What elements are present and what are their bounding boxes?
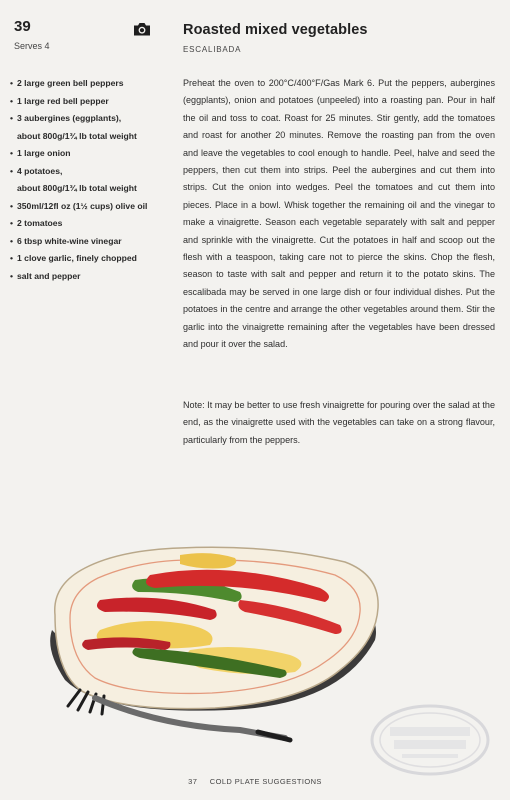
ingredient-item: • salt and pepper <box>10 270 81 281</box>
ingredient-item: • 1 large onion <box>10 148 71 158</box>
ingredient-item: • 4 potatoes, about 800g/1¾ lb total weight <box>10 165 137 193</box>
method-text: Preheat the oven to 200°C/400°F/Gas Mark 6. Put the peppers, aubergines (eggplants), onion and potatoes (unpeeled) into a roasting pan. Pour in half the oil and toss to coat. Roast for 25 minutes. Stir gently, add the tomatoes and roast for another 20 minutes. Remove the roasting pan from the oven and leave the vegetables to cool enough to handle. Peel, halve and seed the peppers, then cut them into strips. Peel the aubergines and cut them into strips. Cut the onion into wedges. Peel the tomatoes and cut them into pieces. Place in a bowl. Whisk together the remaining oil and the vinegar to make a vinaigrette. Season each vegetable separately with salt and pepper and sprinkle with the vinaigrette. Cut the potatoes in half and scoop out the flesh with a teaspoon, taking care not to pierce the skins. Chop the flesh, season to taste with salt and pepper and return it to the potato skins. The escalibada may be served in one large dish or four individual dishes. Put the potatoes in the centre and arrange the other vegetables around them. Stir the garlic into the vinaigrette remaining after the vegetables have been dressed and pour it over the salad. <box>183 78 495 350</box>
recipe-number: 39 <box>14 18 31 35</box>
recipe-title: Roasted mixed vegetables <box>183 22 368 38</box>
page-number: 37 <box>188 777 198 786</box>
note-text: Note: It may be better to use fresh vinaigrette for pouring over the salad at the end, as the vinaigrette used with the vegetables can take on a strong flavour, particularly from the peppers. <box>183 400 495 445</box>
ingredient-item: • 2 large green bell peppers <box>10 78 124 88</box>
serves-count: Serves 4 <box>14 41 50 51</box>
ingredient-item: • 350ml/12fl oz (1½ cups) olive oil <box>10 200 148 211</box>
ingredient-item: • 1 clove garlic, finely chopped <box>10 253 137 263</box>
ingredient-list <box>10 75 178 285</box>
ingredient-item: • 1 large red bell pepper <box>10 95 109 106</box>
recipe-subtitle: ESCALIBADA <box>183 45 242 54</box>
section-title: COLD PLATE SUGGESTIONS <box>209 777 322 786</box>
camera-icon <box>133 22 151 36</box>
ingredient-item: • 3 aubergines (eggplants), about 800g/1¾ lb total weight <box>10 113 137 141</box>
ingredient-item: • 6 tbsp white-wine vinegar <box>10 235 122 246</box>
ingredient-item: • 2 tomatoes <box>10 218 63 228</box>
watermark-stamp <box>368 700 493 780</box>
vegetable-plate-illustration <box>40 530 385 760</box>
